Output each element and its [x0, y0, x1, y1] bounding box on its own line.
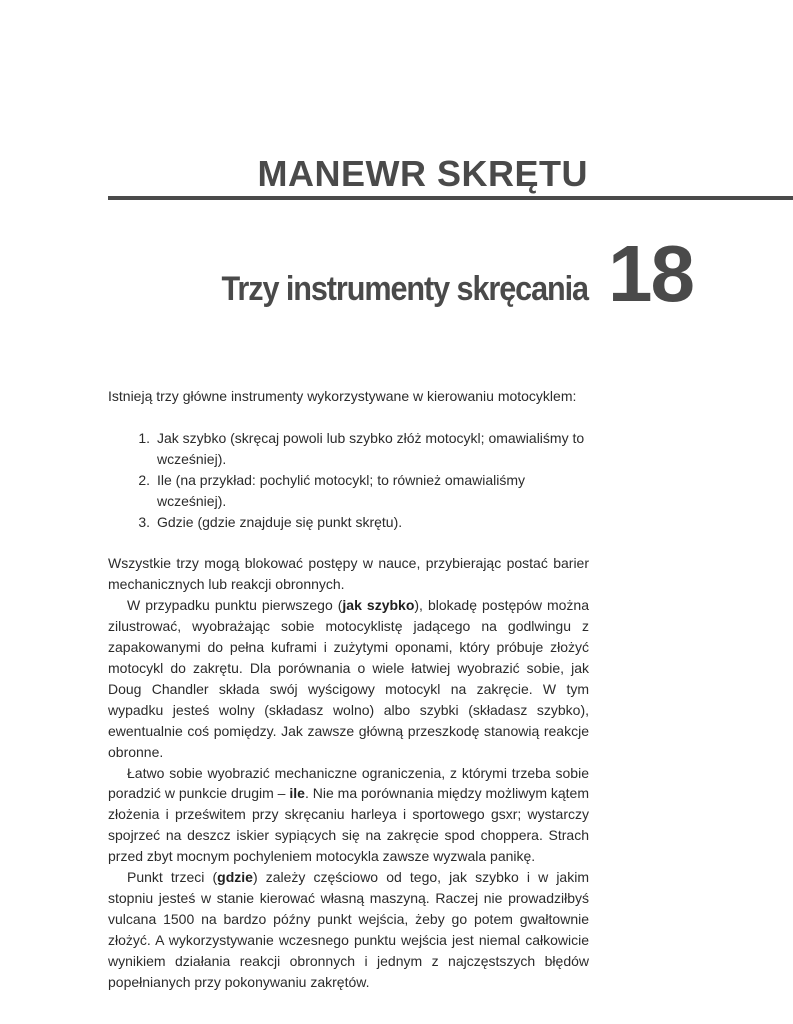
list-item-number: 1. [138, 429, 150, 446]
section-title: MANEWR SKRĘTU [257, 153, 588, 194]
paragraph-text: Punkt trzeci ( [127, 869, 218, 886]
paragraph-text: ), blokadę postępów można zilustrować, wyobrażając sobie motocyklistę jadącego na godlwingu z zapakowanymi do pełna kuframi i zużytymi oponami, który próbuje złożyć motocykl do zakrętu. Dla porównania o wiele łatwiej wyobrazić sobie, jak Doug Chandler składa swój wyścigowy motocykl na zakręcie. W tym wypadku jesteś wolny (składasz wolno) albo szybki (składasz szybko), ewentualnie coś pomiędzy. Jak zawsze główną przeszkodę stanowią reakcje obronne. [108, 597, 589, 760]
chapter-number: 18 [608, 229, 693, 318]
list-item [108, 470, 589, 512]
paragraph-text: W przypadku punktu pierwszego ( [127, 597, 343, 614]
bold-term: gdzie [217, 869, 253, 886]
list-item-number: 2. [138, 471, 150, 488]
list-item [108, 428, 589, 470]
bold-term: ile [289, 785, 305, 802]
section-divider [108, 196, 793, 200]
chapter-title: Trzy instrumenty skręcania [221, 270, 588, 308]
list-item-text: Ile (na przykład: pochylić motocykl; to również omawialiśmy wcześniej). [157, 471, 526, 509]
bold-term: jak szybko [342, 597, 415, 614]
paragraph-1: Wszystkie trzy mogą blokować postępy w nauce, przybierając postać barier mechanicznych lub reakcji obronnych. [108, 555, 589, 593]
numbered-list [108, 428, 589, 533]
paragraph-2 [108, 595, 589, 762]
list-item-text: Gdzie (gdzie znajduje się punkt skrętu). [157, 513, 403, 530]
list-item-number: 3. [138, 513, 150, 530]
list-item-text: Jak szybko (skręcaj powoli lub szybko złóż motocykl; omawialiśmy to wcześniej). [157, 429, 585, 467]
paragraph-text: ) zależy częściowo od tego, jak szybko i w jakim stopniu jesteś w stanie kierować własną maszyną. Raczej nie prowadziłbyś vulcana 1500 na bardzo późny punkt wejścia, żeby go potem gwałtownie złożyć. A wykorzystywanie wczesnego punktu wejścia jest niemal całkowicie wynikiem działania reakcji obronnych i jednym z najczęstszych błędów popełnianych przy pokonywaniu zakrętów. [108, 869, 589, 990]
intro-paragraph: Istnieją trzy główne instrumenty wykorzystywane w kierowaniu motocyklem: [108, 388, 577, 404]
chapter-body [108, 386, 589, 992]
paragraph-4 [108, 867, 589, 992]
list-item [108, 512, 589, 533]
paragraph-text: . Nie ma porównania między możliwym kątem złożenia i prześwitem przy skręcaniu harleya i sportowego gsxr; wystarczy spojrzeć na deszcz iskier sypiących się na zakręcie spod choppera. Strach przed zbyt mocnym pochyleniem motocykla zawsze wyzwala panikę. [108, 785, 589, 865]
paragraph-text: Łatwo sobie wyobrazić mechaniczne ograniczenia, z którymi trzeba sobie poradzić w punkcie drugim – [108, 764, 589, 802]
paragraph-3 [108, 763, 589, 868]
